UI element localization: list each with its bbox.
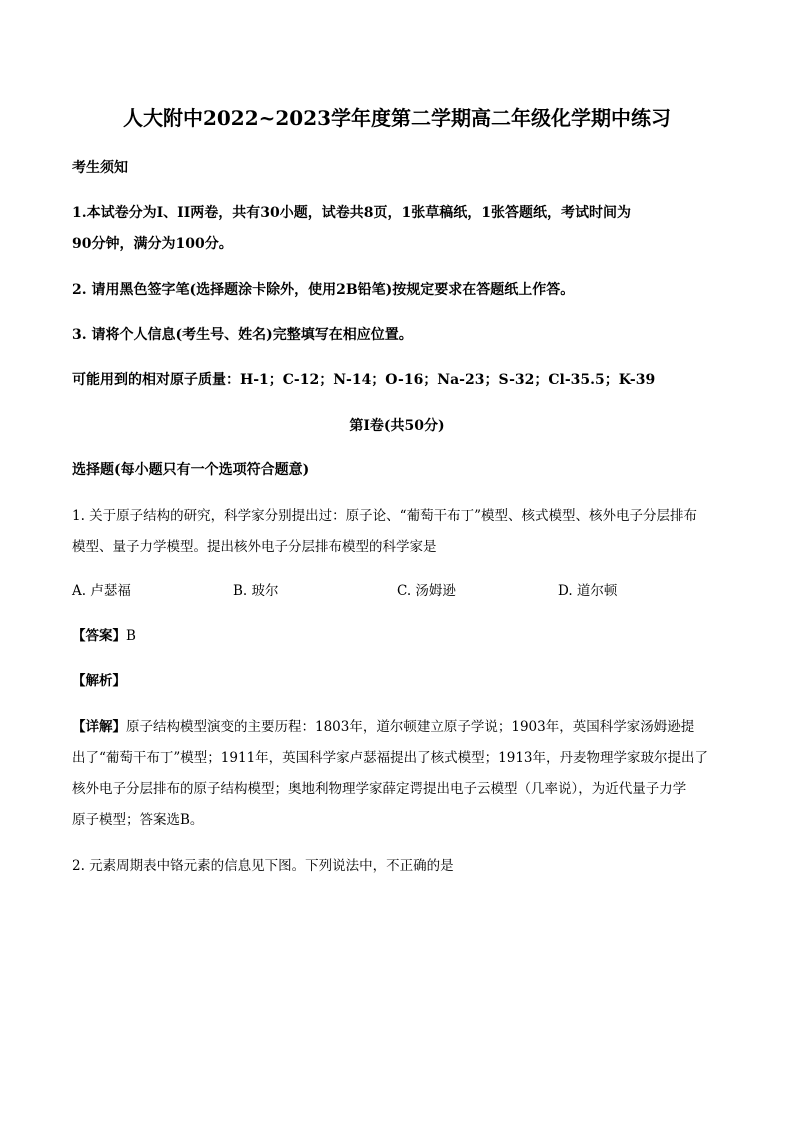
detail-line-3: 核外电子分层排布的原子结构模型；奥地利物理学家薛定谔提出电子云模型（几率说），为近代量子力学 [72,781,687,797]
answer-value: B [126,628,136,644]
atomic-mass-note: 可能用到的相对原子质量：H-1；C-12；N-14；O-16；Na-23；S-32；Cl-35.5；K-39 [72,372,656,388]
notice-item-2: 2. 请用黑色签字笔(选择题涂卡除外，使用2B铅笔)按规定要求在答题纸上作答。 [72,282,575,298]
analysis-label: 【解析】 [72,673,126,689]
notice-item-3: 3. 请将个人信息(考生号、姓名)完整填写在相应位置。 [72,327,413,343]
notice-item-1-line-2: 90分钟，满分为100分。 [72,236,233,252]
section-title: 第I卷(共50分) [349,418,445,434]
question-1-option-b: B. 玻尔 [233,583,279,599]
detail-line-2: 出了“葡萄干布丁”模型；1911年，英国科学家卢瑟福提出了核式模型；1913年，丹麦物理学家玻尔提出了 [72,750,709,766]
page-title: 人大附中2022~2023学年度第二学期高二年级化学期中练习 [122,106,672,130]
question-1-stem-line-2: 模型、量子力学模型。提出核外电子分层排布模型的科学家是 [72,539,437,555]
question-1-option-a: A. 卢瑟福 [72,583,131,599]
detail-line-4: 原子模型；答案选B。 [72,812,204,828]
question-1-option-c: C. 汤姆逊 [397,583,456,599]
notice-item-1-line-1: 1.本试卷分为I、II两卷，共有30小题，试卷共8页，1张草稿纸，1张答题纸，考试时间为 [72,205,631,221]
detail-text-1: 原子结构模型演变的主要历程：1803年，道尔顿建立原子学说；1903年，英国科学家汤姆逊提 [126,719,695,735]
answer-label: 【答案】 [72,628,126,644]
section-subtitle: 选择题(每小题只有一个选项符合题意) [72,462,310,478]
question-1-option-d: D. 道尔顿 [558,583,618,599]
detail-label: 【详解】 [72,719,126,735]
question-1-stem-line-1: 1. 关于原子结构的研究，科学家分别提出过：原子论、“葡萄干布丁”模型、核式模型、核外电子分层排布 [72,508,697,524]
question-2-stem: 2. 元素周期表中铬元素的信息见下图。下列说法中，不正确的是 [72,858,454,874]
answer-line [72,626,136,646]
detail-line-1 [72,717,694,737]
notice-heading: 考生须知 [72,160,128,176]
